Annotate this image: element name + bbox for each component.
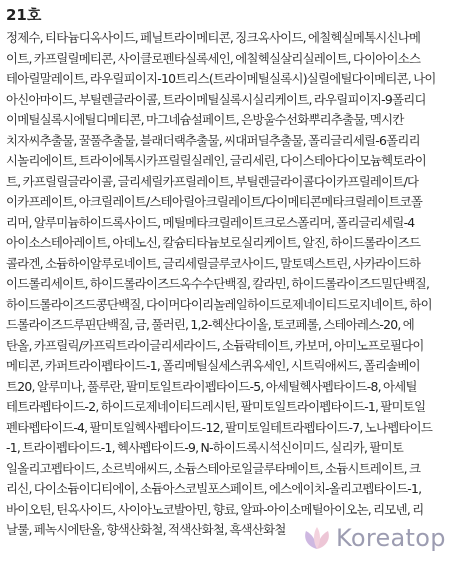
watermark-text: Koreatop bbox=[336, 524, 446, 552]
ingredient-line: 테트라펩타이드-2, 하이드로제네이티드레시틴, 팔미토일트라이펩타이드-1, 팔미토일 bbox=[6, 399, 426, 414]
ingredient-line: 바이오틴, 틴옥사이드, 사이아노코발아민, 향료, 알파-아이소메틸아이오논, 리모넨, 리 bbox=[6, 501, 424, 517]
ingredient-line: 리머, 알루미늄하이드록사이드, 메틸메타크릴레이트크로스폴리머, 폴리글리세릴-4 bbox=[6, 214, 415, 230]
lotus-logo-icon bbox=[300, 525, 334, 551]
ingredient-line: 테아릴말레이트, 라우릴피이지-10트리스(트라이메틸실록시)실릴에틸다이메티콘, 나이 bbox=[6, 71, 436, 86]
ingredient-line: 정제수, 티타늄디옥사이드, 페닐트라이메티콘, 징크옥사이드, 에칠헥실메톡시신나메 bbox=[6, 30, 421, 45]
ingredient-line: 메티콘, 카퍼트라이펩타이드-1, 폴리메틸실세스퀴옥세인, 시트릭애씨드, 폴리솔베이 bbox=[6, 358, 420, 373]
ingredient-line: 펜타펩타이드-4, 팔미토일헥사펩타이드-12, 팔미토일테트라펩타이드-7, 노나펩타이드 bbox=[6, 419, 433, 435]
ingredient-line: 드롤라이즈드루핀단백질, 금, 풀러린, 1,2-헥산다이올, 토코페롤, 스테아레스-20, 에 bbox=[6, 317, 415, 332]
ingredient-line: -1, 트라이펩타이드-1, 헥사펩타이드-9, N-하이드록시석신이미드, 실리카, 팔미토 bbox=[6, 440, 404, 455]
ingredient-line: 일올리고펩타이드, 소르빅애씨드, 소듐스테아로일글루타메이트, 소듐시트레이트, 크 bbox=[6, 460, 421, 476]
ingredient-line: 트20, 알루미나, 풀루란, 팔미토일트라이펩타이드-5, 아세틸헥사펩타이드-8, 아세틸 bbox=[6, 378, 417, 394]
ingredient-line: 아이소스테아레이트, 아데노신, 칼슘티타늄보로실리케이트, 알진, 하이드롤라이즈드 bbox=[6, 235, 421, 250]
ingredient-line: 이카프레이트, 아크릴레이트/스테아릴아크릴레이트/다이메티콘메타크릴레이트코폴 bbox=[6, 194, 423, 209]
ingredient-line: 이메틸실록시에틸디메티콘, 마그네슘설페이트, 은방울수선화뿌리추출물, 멕시칸 bbox=[6, 112, 404, 127]
ingredient-line: 날룰, 페녹시에탄올, 향색산화철, 적색산화철, 흑색산화철 bbox=[6, 522, 286, 537]
ingredient-line: 시놀리에이트, 트라이에톡시카프릴릴실레인, 글리세린, 다이스테아다이모늄헥토라이 bbox=[6, 153, 427, 168]
ingredient-line: 리신, 다이소듐이디티에이, 소듐아스코빌포스페이트, 에스에이치-올리고펩타이드-1, bbox=[6, 481, 422, 496]
ingredient-line: 치자씨추출물, 꿀풀추출물, 블래더랙추출물, 씨대퍼딜추출물, 폴리글리세릴-6폴리리 bbox=[6, 132, 420, 148]
ingredient-line: 콜라겐, 소듐하이알루로네이트, 글리세릴글루코사이드, 말토덱스트린, 사카라이드하 bbox=[6, 255, 421, 271]
ingredient-line: 이트, 카프릴릴메티콘, 사이클로펜타실록세인, 에칠헥실살리실레이트, 다이아이소스 bbox=[6, 50, 421, 66]
ingredient-line: 탄올, 카프릴릭/카프릭트라이글리세라이드, 소듐락테이트, 카보머, 아미노프로필다이 bbox=[6, 337, 424, 353]
ingredient-line: 이드롤리세이트, 하이드롤라이즈드옥수수단백질, 칼라민, 하이드롤라이즈드밀단백질, bbox=[6, 276, 430, 291]
watermark bbox=[300, 524, 446, 552]
document-title: 21호 bbox=[6, 6, 42, 24]
ingredient-line: 하이드롤라이즈드콩단백질, 다이머다이리놀레일하이드로제네이티드로지네이트, 하이 bbox=[6, 296, 432, 312]
ingredient-line: 아신아마이드, 부틸렌글라이콜, 트라이메틸실록시실리케이트, 라우릴피이지-9폴리디 bbox=[6, 91, 426, 107]
ingredient-list bbox=[6, 28, 468, 541]
ingredient-line: 트, 카프릴릴글라이콜, 글리세릴카프릴레이트, 부틸렌글라이콜다이카프릴레이트/다 bbox=[6, 173, 419, 189]
